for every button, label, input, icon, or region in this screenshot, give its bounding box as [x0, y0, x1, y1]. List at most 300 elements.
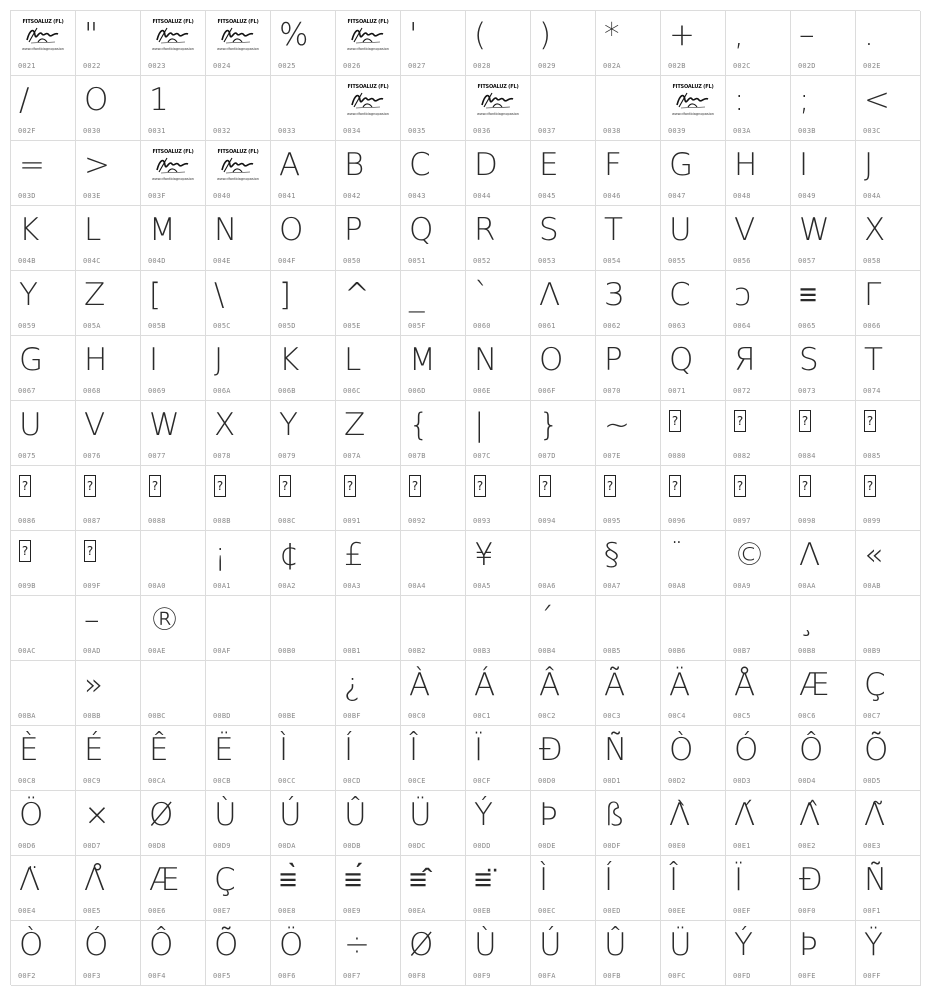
glyph-code-label: 006B: [278, 387, 296, 395]
glyph-cell: [11, 336, 76, 401]
glyph-char: Q: [409, 212, 434, 248]
missing-glyph-icon: ?: [84, 475, 96, 497]
glyph-cell: [856, 11, 921, 76]
glyph-cell: [531, 271, 596, 336]
glyph-code-label: 00C3: [603, 712, 621, 720]
glyph-code-label: 007B: [408, 452, 426, 460]
glyph-code-label: 007A: [343, 452, 361, 460]
glyph-code-label: 0098: [798, 517, 816, 525]
glyph-char: Ï: [734, 862, 744, 898]
glyph-char: S: [539, 212, 559, 248]
glyph-cell: [401, 206, 466, 271]
glyph-code-label: 00BB: [83, 712, 101, 720]
glyph-code-label: 00E2: [798, 842, 816, 850]
glyph-code-label: 00E5: [83, 907, 101, 915]
glyph-cell: [141, 466, 206, 531]
glyph-char: <: [864, 82, 890, 118]
glyph-char: Ý: [474, 797, 493, 833]
logo-script-mark: [480, 90, 516, 110]
glyph-char: Λ: [799, 537, 821, 573]
glyph-code-label: 0023: [148, 62, 166, 70]
glyph-cell: [141, 271, 206, 336]
glyph-cell: [661, 661, 726, 726]
glyph-char: O: [279, 212, 304, 248]
glyph-char: Ñ: [604, 732, 628, 768]
glyph-char: N: [474, 342, 498, 378]
glyph-code-label: 0091: [343, 517, 361, 525]
glyph-char: *: [604, 17, 620, 53]
glyph-char: Ð: [799, 862, 824, 898]
glyph-code-label: 002C: [733, 62, 751, 70]
glyph-cell: [271, 921, 336, 986]
glyph-code-label: 00FE: [798, 972, 816, 980]
glyph-code-label: 0071: [668, 387, 686, 395]
glyph-code-label: 0068: [83, 387, 101, 395]
glyph-cell: [271, 726, 336, 791]
glyph-cell: [531, 141, 596, 206]
glyph-cell: [11, 206, 76, 271]
glyph-cell: [141, 141, 206, 206]
glyph-cell: [271, 661, 336, 726]
glyph-cell: [401, 791, 466, 856]
glyph-code-label: 0030: [83, 127, 101, 135]
glyph-cell: [76, 921, 141, 986]
glyph-code-label: 0055: [668, 257, 686, 265]
logo-script-mark: [155, 25, 191, 45]
glyph-code-label: 00B5: [603, 647, 621, 655]
glyph-code-label: 00E1: [733, 842, 751, 850]
glyph-code-label: 002E: [863, 62, 881, 70]
glyph-code-label: 0047: [668, 192, 686, 200]
glyph-char: Ë: [214, 732, 234, 768]
glyph-char: ≡̈: [474, 862, 493, 898]
glyph-code-label: 0051: [408, 257, 426, 265]
glyph-cell: [206, 596, 271, 661]
glyph-cell: [11, 726, 76, 791]
logo-url: www.dfontbiagnopasion: [346, 112, 389, 116]
glyph-cell: [531, 336, 596, 401]
glyph-cell: [336, 531, 401, 596]
glyph-cell: [726, 856, 791, 921]
glyph-char: Ü: [409, 797, 432, 833]
glyph-cell: [141, 726, 206, 791]
glyph-cell: [141, 401, 206, 466]
glyph-code-label: 0067: [18, 387, 36, 395]
glyph-cell: [336, 206, 401, 271]
glyph-cell: [791, 401, 856, 466]
glyph-cell: [336, 466, 401, 531]
glyph-code-label: 0058: [863, 257, 881, 265]
glyph-code-label: 00F1: [863, 907, 881, 915]
glyph-code-label: 003D: [18, 192, 36, 200]
glyph-code-label: 0063: [668, 322, 686, 330]
glyph-cell: [336, 726, 401, 791]
glyph-cell: [596, 791, 661, 856]
glyph-code-label: 00B0: [278, 647, 296, 655]
glyph-char: ;: [799, 82, 810, 118]
glyph-code-label: 00B2: [408, 647, 426, 655]
glyph-code-label: 005F: [408, 322, 426, 330]
glyph-code-label: 00F8: [408, 972, 426, 980]
glyph-cell: [271, 401, 336, 466]
glyph-char: Í: [344, 732, 354, 768]
font-logo-image: [214, 149, 262, 185]
missing-glyph-icon: ?: [19, 540, 31, 562]
glyph-cell: [11, 596, 76, 661]
font-logo-image: [214, 19, 262, 55]
glyph-code-label: 0095: [603, 517, 621, 525]
glyph-char: Λ́: [734, 797, 756, 833]
glyph-code-label: 0064: [733, 322, 751, 330]
glyph-code-label: 0050: [343, 257, 361, 265]
glyph-char: £: [344, 537, 364, 573]
glyph-char: ≡: [799, 277, 818, 313]
glyph-cell: [856, 856, 921, 921]
glyph-cell: [141, 921, 206, 986]
glyph-code-label: 00F9: [473, 972, 491, 980]
glyph-char: }: [539, 407, 559, 443]
glyph-code-label: 00AD: [83, 647, 101, 655]
glyph-code-label: 00D6: [18, 842, 36, 850]
missing-glyph-icon: ?: [734, 410, 746, 432]
glyph-code-label: 0088: [148, 517, 166, 525]
glyph-code-label: 0025: [278, 62, 296, 70]
glyph-code-label: 005C: [213, 322, 231, 330]
glyph-char: Ý: [734, 927, 753, 963]
logo-title: FITSOALUZ (FL): [672, 84, 714, 90]
logo-url: www.dfontbiagnopasion: [216, 177, 259, 181]
missing-glyph-icon: ?: [539, 475, 551, 497]
glyph-char: ¥: [474, 537, 494, 573]
glyph-cell: [271, 466, 336, 531]
glyph-code-label: 0092: [408, 517, 426, 525]
glyph-cell: [466, 921, 531, 986]
glyph-char: :: [734, 82, 745, 118]
glyph-code-label: 0094: [538, 517, 556, 525]
glyph-char: K: [19, 212, 40, 248]
glyph-char: Ø: [149, 797, 174, 833]
glyph-cell: [726, 531, 791, 596]
logo-url: www.dfontbiagnopasion: [21, 47, 64, 51]
glyph-code-label: 002F: [18, 127, 36, 135]
glyph-cell: [401, 596, 466, 661]
glyph-code-label: 0044: [473, 192, 491, 200]
glyph-code-label: 00E8: [278, 907, 296, 915]
glyph-char: ÷: [344, 927, 370, 963]
glyph-cell: [206, 466, 271, 531]
glyph-char: H: [734, 147, 758, 183]
glyph-char: Λ̊: [84, 862, 106, 898]
glyph-code-label: 0045: [538, 192, 556, 200]
glyph-code-label: 00F2: [18, 972, 36, 980]
glyph-char: ): [539, 17, 552, 53]
glyph-cell: [206, 726, 271, 791]
glyph-code-label: 00BF: [343, 712, 361, 720]
glyph-char: Ã: [604, 667, 626, 703]
glyph-cell: [271, 76, 336, 141]
glyph-code-label: 002D: [798, 62, 816, 70]
glyph-cell: [76, 531, 141, 596]
glyph-cell: [856, 76, 921, 141]
glyph-cell: [76, 596, 141, 661]
glyph-char: _: [409, 277, 425, 313]
glyph-code-label: 004E: [213, 257, 231, 265]
logo-title: FITSOALUZ (FL): [347, 19, 389, 25]
glyph-code-label: 007D: [538, 452, 556, 460]
glyph-code-label: 00BA: [18, 712, 36, 720]
glyph-cell: [206, 271, 271, 336]
glyph-cell: [76, 661, 141, 726]
glyph-code-label: 0053: [538, 257, 556, 265]
glyph-code-label: 00D8: [148, 842, 166, 850]
logo-url: www.dfontbiagnopasion: [151, 177, 194, 181]
glyph-cell: [661, 336, 726, 401]
glyph-char: Z: [344, 407, 366, 443]
glyph-code-label: 00C6: [798, 712, 816, 720]
logo-url: www.dfontbiagnopasion: [151, 47, 194, 51]
glyph-code-label: 005B: [148, 322, 166, 330]
logo-url: www.dfontbiagnopasion: [216, 47, 259, 51]
glyph-cell: [791, 141, 856, 206]
glyph-char: E: [539, 147, 559, 183]
glyph-cell: [336, 596, 401, 661]
glyph-code-label: 00B3: [473, 647, 491, 655]
glyph-cell: [401, 76, 466, 141]
glyph-code-label: 0038: [603, 127, 621, 135]
glyph-code-label: 00EF: [733, 907, 751, 915]
glyph-cell: [791, 791, 856, 856]
glyph-code-label: 00A1: [213, 582, 231, 590]
missing-glyph-icon: ?: [214, 475, 226, 497]
glyph-cell: [141, 531, 206, 596]
glyph-code-label: 00A3: [343, 582, 361, 590]
glyph-cell: [531, 11, 596, 76]
glyph-code-label: 00FB: [603, 972, 621, 980]
glyph-char: G: [669, 147, 694, 183]
glyph-code-label: 00ED: [603, 907, 621, 915]
missing-glyph-icon: ?: [799, 475, 811, 497]
glyph-cell: [11, 11, 76, 76]
glyph-code-label: 006E: [473, 387, 491, 395]
glyph-cell: [11, 661, 76, 726]
glyph-char: 1: [149, 82, 169, 118]
glyph-char: ɔ: [734, 277, 752, 313]
glyph-char: Ú: [539, 927, 562, 963]
glyph-cell: [596, 596, 661, 661]
glyph-char: S: [799, 342, 819, 378]
glyph-code-label: 00AE: [148, 647, 166, 655]
glyph-code-label: 0041: [278, 192, 296, 200]
glyph-char: R: [474, 212, 496, 248]
glyph-code-label: 005A: [83, 322, 101, 330]
glyph-char: Ù: [214, 797, 237, 833]
missing-glyph-icon: ?: [149, 475, 161, 497]
glyph-code-label: 00B4: [538, 647, 556, 655]
glyph-char: +: [669, 17, 695, 53]
glyph-cell: [791, 11, 856, 76]
glyph-code-label: 0085: [863, 452, 881, 460]
logo-title: FITSOALUZ (FL): [217, 19, 259, 25]
glyph-cell: [271, 856, 336, 921]
glyph-code-label: 0033: [278, 127, 296, 135]
glyph-code-label: 00EB: [473, 907, 491, 915]
glyph-code-label: 0080: [668, 452, 686, 460]
glyph-char: {: [409, 407, 429, 443]
font-logo-image: [344, 19, 392, 55]
glyph-code-label: 00F6: [278, 972, 296, 980]
glyph-cell: [791, 531, 856, 596]
glyph-code-label: 0035: [408, 127, 426, 135]
glyph-cell: [531, 401, 596, 466]
glyph-cell: [661, 11, 726, 76]
glyph-cell: [726, 76, 791, 141]
glyph-cell: [336, 921, 401, 986]
glyph-code-label: 0034: [343, 127, 361, 135]
glyph-char: >: [84, 147, 110, 183]
glyph-cell: [336, 661, 401, 726]
glyph-code-label: 00CA: [148, 777, 166, 785]
glyph-char: Ä: [669, 667, 691, 703]
glyph-code-label: 003C: [863, 127, 881, 135]
glyph-code-label: 00A9: [733, 582, 751, 590]
glyph-cell: [401, 141, 466, 206]
glyph-cell: [141, 596, 206, 661]
glyph-code-label: 0043: [408, 192, 426, 200]
glyph-code-label: 008B: [213, 517, 231, 525]
glyph-cell: [206, 921, 271, 986]
glyph-cell: [661, 531, 726, 596]
glyph-cell: [141, 11, 206, 76]
glyph-char: O: [84, 82, 109, 118]
glyph-char: Ð: [539, 732, 564, 768]
font-logo-image: [19, 19, 67, 55]
glyph-char: Ÿ: [864, 927, 883, 963]
glyph-char: ¸: [799, 602, 815, 638]
missing-glyph-icon: ?: [279, 475, 291, 497]
glyph-code-label: 0076: [83, 452, 101, 460]
glyph-cell: [466, 11, 531, 76]
glyph-cell: [596, 661, 661, 726]
glyph-cell: [76, 336, 141, 401]
glyph-cell: [11, 76, 76, 141]
glyph-char: T: [864, 342, 883, 378]
glyph-cell: [791, 921, 856, 986]
glyph-cell: [466, 726, 531, 791]
glyph-char: ": [84, 17, 99, 53]
glyph-code-label: 00AA: [798, 582, 816, 590]
glyph-cell: [466, 76, 531, 141]
font-logo-image: [474, 84, 522, 120]
glyph-code-label: 00BD: [213, 712, 231, 720]
glyph-code-label: 0037: [538, 127, 556, 135]
glyph-code-label: 004A: [863, 192, 881, 200]
glyph-code-label: 0086: [18, 517, 36, 525]
glyph-code-label: 0022: [83, 62, 101, 70]
glyph-cell: [466, 531, 531, 596]
glyph-code-label: 0096: [668, 517, 686, 525]
glyph-code-label: 0048: [733, 192, 751, 200]
glyph-char: Z: [84, 277, 106, 313]
glyph-char: À: [409, 667, 431, 703]
glyph-char: Λ̀: [669, 797, 691, 833]
glyph-code-label: 0077: [148, 452, 166, 460]
glyph-code-label: 006A: [213, 387, 231, 395]
glyph-cell: [141, 76, 206, 141]
glyph-cell: [76, 141, 141, 206]
glyph-code-label: 003E: [83, 192, 101, 200]
glyph-char: [: [149, 277, 162, 313]
glyph-cell: [596, 921, 661, 986]
glyph-cell: [726, 466, 791, 531]
glyph-cell: [791, 76, 856, 141]
glyph-cell: [596, 401, 661, 466]
glyph-cell: [661, 141, 726, 206]
glyph-char: ≡̀: [279, 862, 298, 898]
glyph-cell: [856, 206, 921, 271]
glyph-code-label: 006C: [343, 387, 361, 395]
glyph-cell: [271, 596, 336, 661]
glyph-code-label: 004D: [148, 257, 166, 265]
glyph-char: B: [344, 147, 365, 183]
glyph-cell: [726, 921, 791, 986]
glyph-cell: [141, 856, 206, 921]
font-logo-image: [344, 84, 392, 120]
glyph-char: ,: [734, 17, 744, 53]
font-logo-image: [149, 19, 197, 55]
glyph-cell: [466, 206, 531, 271]
glyph-char: ¡: [214, 537, 227, 573]
glyph-char: Ô: [149, 927, 174, 963]
glyph-code-label: 005D: [278, 322, 296, 330]
glyph-cell: [206, 856, 271, 921]
glyph-char: C: [409, 147, 431, 183]
glyph-cell: [791, 271, 856, 336]
glyph-char: ©: [734, 537, 765, 573]
glyph-code-label: 0052: [473, 257, 491, 265]
glyph-cell: [856, 596, 921, 661]
glyph-char: «: [864, 537, 883, 573]
glyph-code-label: 00D7: [83, 842, 101, 850]
logo-script-mark: [220, 155, 256, 175]
glyph-cell: [271, 336, 336, 401]
glyph-code-label: 00C8: [18, 777, 36, 785]
missing-glyph-icon: ?: [669, 410, 681, 432]
glyph-code-label: 0057: [798, 257, 816, 265]
glyph-code-label: 00F7: [343, 972, 361, 980]
glyph-code-label: 00C9: [83, 777, 101, 785]
glyph-cell: [596, 466, 661, 531]
glyph-cell: [271, 791, 336, 856]
glyph-code-label: 0031: [148, 127, 166, 135]
glyph-char: Ç: [864, 667, 886, 703]
glyph-char: Ó: [734, 732, 759, 768]
glyph-cell: [206, 141, 271, 206]
glyph-code-label: 00A2: [278, 582, 296, 590]
glyph-code-label: 00E3: [863, 842, 881, 850]
glyph-cell: [596, 271, 661, 336]
glyph-code-label: 0079: [278, 452, 296, 460]
glyph-cell: [336, 856, 401, 921]
glyph-cell: [791, 206, 856, 271]
glyph-char: ≡̂: [409, 862, 428, 898]
glyph-cell: [531, 76, 596, 141]
glyph-code-label: 00A6: [538, 582, 556, 590]
missing-glyph-icon: ?: [864, 475, 876, 497]
glyph-code-label: 002A: [603, 62, 621, 70]
glyph-cell: [791, 661, 856, 726]
glyph-char: Ê: [149, 732, 169, 768]
glyph-code-label: 00BC: [148, 712, 166, 720]
